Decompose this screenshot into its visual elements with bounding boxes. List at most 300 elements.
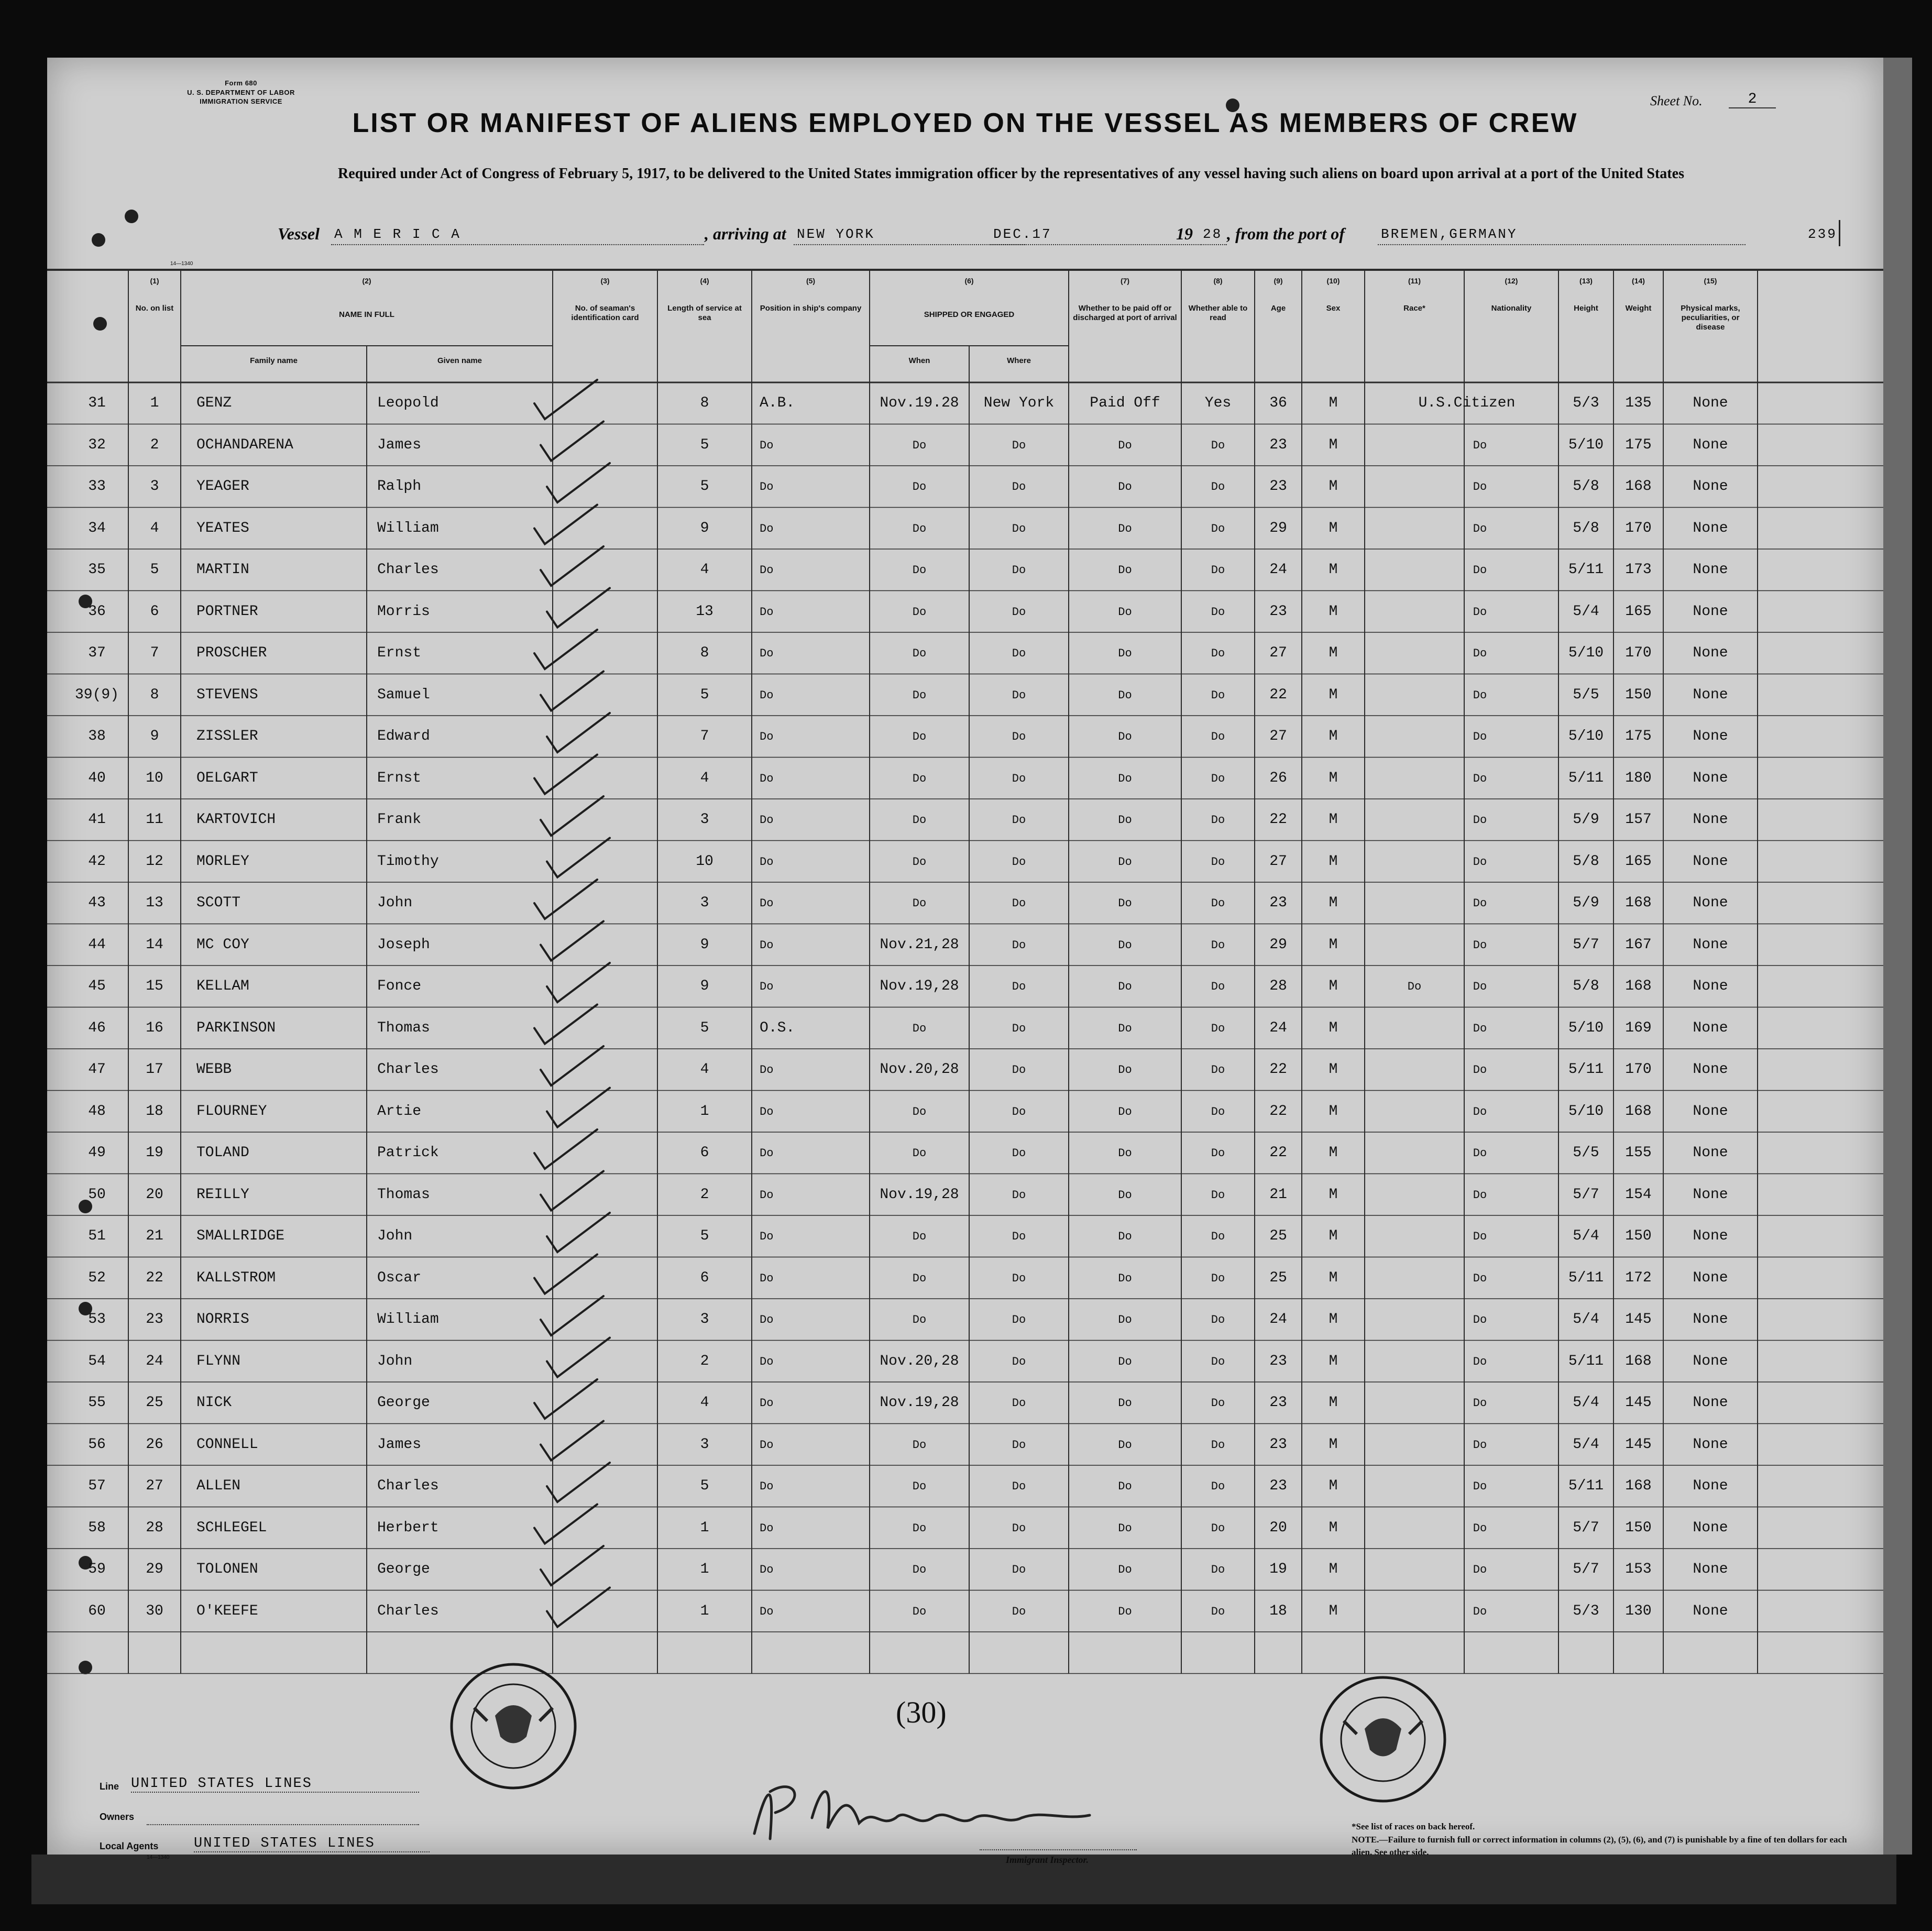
cell-marks: None — [1693, 811, 1728, 828]
cell-sex: M — [1329, 1353, 1338, 1369]
cell-weight: 173 — [1625, 562, 1652, 578]
cell-where: Do — [1012, 522, 1026, 535]
cell-margin: 41 — [88, 811, 106, 828]
cell-no: 3 — [150, 478, 159, 495]
check-mark — [547, 1588, 610, 1627]
consulate-stamp-left — [445, 1658, 581, 1794]
cell-nationality: Do — [1473, 730, 1487, 743]
check-mark — [541, 1546, 603, 1585]
cell-position: Do — [760, 1438, 774, 1452]
cell-paid: Do — [1118, 688, 1132, 702]
cell-nationality: Do — [1473, 1355, 1487, 1368]
cell-paid: Do — [1118, 1105, 1132, 1118]
cell-height: 5/7 — [1573, 1561, 1599, 1577]
cell-family: KARTOVICH — [196, 811, 276, 828]
column-number: (10) — [1326, 277, 1340, 285]
cell-when: Do — [912, 814, 927, 827]
cell-family: TOLAND — [196, 1145, 249, 1161]
cell-given: William — [377, 1311, 439, 1327]
cell-nationality: Do — [1473, 438, 1487, 452]
cell-marks: None — [1693, 645, 1728, 661]
cell-sex: M — [1329, 811, 1338, 828]
cell-position: Do — [760, 1355, 774, 1368]
cell-where: Do — [1012, 980, 1026, 993]
column-number: (7) — [1120, 277, 1130, 285]
cell-sex: M — [1329, 1103, 1338, 1120]
cell-where: Do — [1012, 1063, 1026, 1077]
year-prefix: 19 — [1176, 224, 1193, 243]
cell-no: 23 — [146, 1311, 163, 1327]
vessel-name: A M E R I C A — [331, 224, 704, 245]
cell-marks: None — [1693, 1519, 1728, 1536]
cell-margin: 58 — [88, 1519, 106, 1536]
check-mark — [534, 380, 597, 419]
cell-marks: None — [1693, 1145, 1728, 1161]
cell-position: Do — [760, 938, 774, 952]
cell-height: 5/11 — [1568, 1353, 1604, 1369]
cell-margin: 52 — [88, 1269, 106, 1286]
cell-nationality: Do — [1473, 1022, 1487, 1035]
check-mark — [547, 1338, 610, 1377]
cell-nationality: Do — [1473, 480, 1487, 493]
cell-margin: 53 — [88, 1311, 106, 1327]
cell-where: Do — [1012, 1605, 1026, 1618]
check-mark — [534, 630, 597, 669]
inspector-signature — [749, 1760, 1095, 1849]
cell-service: 5 — [700, 478, 709, 495]
cell-when: Nov.19,28 — [880, 978, 959, 994]
check-mark — [541, 1171, 603, 1211]
cell-marks: None — [1693, 520, 1728, 536]
cell-height: 5/4 — [1573, 1311, 1599, 1327]
cell-sex: M — [1329, 1019, 1338, 1036]
cell-given: James — [377, 1436, 422, 1453]
column-number: (3) — [600, 277, 610, 285]
cell-weight: 170 — [1625, 645, 1652, 661]
cell-marks: None — [1693, 770, 1728, 786]
cell-paid: Do — [1118, 814, 1132, 827]
cell-margin: 56 — [88, 1436, 106, 1453]
column-label-family: Family name — [250, 356, 298, 365]
check-mark — [547, 1463, 610, 1502]
cell-service: 10 — [696, 853, 713, 870]
cell-sex: M — [1329, 978, 1338, 994]
cell-weight: 167 — [1625, 936, 1652, 953]
cell-when: Do — [912, 1271, 927, 1285]
cell-service: 4 — [700, 1395, 709, 1411]
cell-when: Do — [912, 522, 927, 535]
cell-read: Do — [1211, 1230, 1225, 1243]
cell-margin: 40 — [88, 770, 106, 786]
cell-no: 22 — [146, 1269, 163, 1286]
cell-given: Joseph — [377, 936, 430, 953]
cell-given: Charles — [377, 562, 439, 578]
cell-read: Do — [1211, 605, 1225, 619]
cell-where: Do — [1012, 1313, 1026, 1326]
cell-age: 20 — [1269, 1519, 1287, 1536]
cell-position: Do — [760, 897, 774, 910]
cell-paid: Do — [1118, 1313, 1132, 1326]
sheet-edge-shadow — [1883, 58, 1912, 1855]
check-mark — [547, 1213, 610, 1252]
cell-family: STEVENS — [196, 686, 258, 703]
cell-family: MC COY — [196, 936, 249, 953]
cell-age: 24 — [1269, 562, 1287, 578]
cell-paid: Do — [1118, 1063, 1132, 1077]
check-mark — [541, 1046, 603, 1085]
page-stamp-number: 239 — [1808, 226, 1837, 242]
column-label: Weight — [1625, 304, 1652, 313]
cell-given: Charles — [377, 1478, 439, 1494]
cell-height: 5/9 — [1573, 895, 1599, 911]
cell-marks: None — [1693, 395, 1728, 411]
cell-race: Do — [1407, 980, 1422, 993]
local-agents-label: Local Agents — [100, 1841, 159, 1851]
cell-weight: 168 — [1625, 1478, 1652, 1494]
cell-no: 2 — [150, 436, 159, 453]
cell-margin: 33 — [88, 478, 106, 495]
cell-family: OCHANDARENA — [196, 436, 293, 453]
cell-where: Do — [1012, 1563, 1026, 1576]
cell-position: Do — [760, 1188, 774, 1202]
cell-margin: 42 — [88, 853, 106, 870]
cell-where: Do — [1012, 730, 1026, 743]
cell-service: 4 — [700, 1061, 709, 1078]
column-label: No. of seaman's identification card — [571, 304, 639, 322]
cell-marks: None — [1693, 1561, 1728, 1577]
cell-age: 25 — [1269, 1269, 1287, 1286]
cell-position: Do — [760, 1105, 774, 1118]
cell-position: A.B. — [760, 395, 795, 411]
cell-no: 7 — [150, 645, 159, 661]
cell-position: Do — [760, 1063, 774, 1077]
fine-note: NOTE.—Failure to furnish full or correct information in columns (2), (5), (6), and (7) is punishable by a fine of ten dollars for each alien. See other side. — [1352, 1834, 1847, 1858]
column-label: Physical marks, peculiarities, or disease — [1681, 304, 1740, 332]
cell-position: Do — [760, 855, 774, 869]
cell-where: Do — [1012, 1480, 1026, 1493]
cell-read: Do — [1211, 1521, 1225, 1535]
page-title: LIST OR MANIFEST OF ALIENS EMPLOYED ON THE VESSEL AS MEMBERS OF CREW — [352, 108, 1578, 138]
cell-age: 21 — [1269, 1186, 1287, 1203]
cell-sex: M — [1329, 520, 1338, 536]
cell-position: Do — [760, 1271, 774, 1285]
cell-age: 29 — [1269, 520, 1287, 536]
cell-paid: Do — [1118, 1605, 1132, 1618]
cell-read: Do — [1211, 1355, 1225, 1368]
cell-paid: Do — [1118, 730, 1132, 743]
cell-nationality: Do — [1473, 1271, 1487, 1285]
cell-read: Do — [1211, 1480, 1225, 1493]
cell-paid: Do — [1118, 522, 1132, 535]
vessel-label: Vessel — [278, 224, 320, 243]
cell-height: 5/4 — [1573, 1395, 1599, 1411]
cell-where: New York — [983, 395, 1055, 411]
cell-height: 5/4 — [1573, 603, 1599, 620]
check-mark — [534, 1005, 597, 1044]
cell-family: FLOURNEY — [196, 1103, 267, 1120]
cell-height: 5/4 — [1573, 1436, 1599, 1453]
cell-family: WEBB — [196, 1061, 232, 1078]
cell-nationality: Do — [1473, 855, 1487, 869]
cell-paid: Do — [1118, 1397, 1132, 1410]
check-mark — [541, 1296, 603, 1335]
cell-family: KELLAM — [196, 978, 249, 994]
cell-marks: None — [1693, 1603, 1728, 1619]
cell-margin: 31 — [88, 395, 106, 411]
cell-age: 29 — [1269, 936, 1287, 953]
cell-margin: 55 — [88, 1395, 106, 1411]
check-mark — [547, 463, 610, 502]
cell-height: 5/8 — [1573, 853, 1599, 870]
cell-family: SCOTT — [196, 895, 241, 911]
column-label: Nationality — [1491, 304, 1532, 313]
manifest-sheet — [47, 58, 1883, 1865]
cell-family: FLYNN — [196, 1353, 241, 1369]
cell-where: Do — [1012, 1022, 1026, 1035]
cell-margin: 46 — [88, 1019, 106, 1036]
cell-family: SCHLEGEL — [196, 1519, 267, 1536]
cell-nationality: Do — [1473, 980, 1487, 993]
cell-weight: 155 — [1625, 1145, 1652, 1161]
cell-where: Do — [1012, 438, 1026, 452]
cell-sex: M — [1329, 1228, 1338, 1244]
cell-age: 23 — [1269, 1436, 1287, 1453]
cell-where: Do — [1012, 1521, 1026, 1535]
cell-service: 1 — [700, 1561, 709, 1577]
column-number: (12) — [1505, 277, 1518, 285]
cell-position: Do — [760, 1521, 774, 1535]
cell-age: 22 — [1269, 1103, 1287, 1120]
cell-read: Do — [1211, 564, 1225, 577]
cell-nationality: Do — [1473, 1521, 1487, 1535]
cell-position: O.S. — [760, 1019, 795, 1036]
cell-no: 4 — [150, 520, 159, 536]
cell-no: 10 — [146, 770, 163, 786]
cell-service: 1 — [700, 1519, 709, 1536]
cell-where: Do — [1012, 1271, 1026, 1285]
cell-when: Nov.19,28 — [880, 1186, 959, 1203]
cell-read: Do — [1211, 1605, 1225, 1618]
cell-service: 2 — [700, 1186, 709, 1203]
cell-family: KALLSTROM — [196, 1269, 276, 1286]
cell-weight: 130 — [1625, 1603, 1652, 1619]
cell-nationality: Do — [1473, 1397, 1487, 1410]
cell-nationality: Do — [1473, 1605, 1487, 1618]
form-service: IMMIGRATION SERVICE — [200, 97, 282, 106]
cell-family: GENZ — [196, 395, 232, 411]
cell-nationality: Do — [1473, 522, 1487, 535]
cell-weight: 169 — [1625, 1019, 1652, 1036]
cell-age: 24 — [1269, 1019, 1287, 1036]
cell-no: 26 — [146, 1436, 163, 1453]
consulate-stamp-right — [1315, 1671, 1451, 1807]
cell-where: Do — [1012, 897, 1026, 910]
cell-family: MORLEY — [196, 853, 249, 870]
cell-height: 5/4 — [1573, 1228, 1599, 1244]
cell-family: O'KEEFE — [196, 1603, 258, 1619]
cell-given: Charles — [377, 1061, 439, 1078]
cell-given: Frank — [377, 811, 422, 828]
cell-age: 18 — [1269, 1603, 1287, 1619]
cell-weight: 145 — [1625, 1395, 1652, 1411]
cell-marks: None — [1693, 978, 1728, 994]
cell-where: Do — [1012, 605, 1026, 619]
cell-no: 25 — [146, 1395, 163, 1411]
cell-no: 24 — [146, 1353, 163, 1369]
cell-margin: 49 — [88, 1145, 106, 1161]
cell-nationality: Do — [1473, 1563, 1487, 1576]
cell-weight: 150 — [1625, 686, 1652, 703]
cell-paid: Do — [1118, 1271, 1132, 1285]
cell-read: Do — [1211, 1271, 1225, 1285]
cell-given: Thomas — [377, 1019, 430, 1036]
cell-paid: Do — [1118, 1355, 1132, 1368]
cell-weight: 172 — [1625, 1269, 1652, 1286]
cell-family: YEAGER — [196, 478, 249, 495]
cell-height: 5/7 — [1573, 936, 1599, 953]
cell-age: 27 — [1269, 728, 1287, 744]
cell-given: Leopold — [377, 395, 439, 411]
cell-when: Do — [912, 1438, 927, 1452]
cell-when: Do — [912, 1022, 927, 1035]
cell-marks: None — [1693, 478, 1728, 495]
cell-paid: Do — [1118, 1230, 1132, 1243]
cell-service: 3 — [700, 1436, 709, 1453]
cell-position: Do — [760, 730, 774, 743]
cell-where: Do — [1012, 1105, 1026, 1118]
cell-position: Do — [760, 1397, 774, 1410]
column-label: Whether to be paid off or discharged at port of arrival — [1073, 304, 1177, 322]
cell-age: 23 — [1269, 1478, 1287, 1494]
column-label: Race* — [1403, 304, 1425, 313]
cell-given: Timothy — [377, 853, 439, 870]
footnotes — [1352, 1820, 1854, 1859]
cell-weight: 135 — [1625, 395, 1652, 411]
cell-when: Nov.19.28 — [880, 395, 959, 411]
cell-margin: 59 — [88, 1561, 106, 1577]
cell-where: Do — [1012, 1230, 1026, 1243]
cell-service: 5 — [700, 1019, 709, 1036]
cell-where: Do — [1012, 772, 1026, 785]
owners-value — [147, 1807, 419, 1825]
cell-when: Nov.20,28 — [880, 1353, 959, 1369]
cell-sex: M — [1329, 936, 1338, 953]
cell-read: Do — [1211, 1563, 1225, 1576]
cell-when: Do — [912, 1563, 927, 1576]
cell-no: 11 — [146, 811, 163, 828]
cell-height: 5/9 — [1573, 811, 1599, 828]
cell-paid: Do — [1118, 1147, 1132, 1160]
cell-nationality: Do — [1473, 1105, 1487, 1118]
cell-position: Do — [760, 564, 774, 577]
cell-sex: M — [1329, 1603, 1338, 1619]
cell-position: Do — [760, 814, 774, 827]
cell-margin: 44 — [88, 936, 106, 953]
cell-service: 9 — [700, 936, 709, 953]
cell-marks: None — [1693, 1311, 1728, 1327]
cell-age: 22 — [1269, 1061, 1287, 1078]
cell-when: Do — [912, 1230, 927, 1243]
cell-paid: Do — [1118, 438, 1132, 452]
check-mark — [541, 672, 603, 711]
cell-sex: M — [1329, 895, 1338, 911]
cell-no: 9 — [150, 728, 159, 744]
cell-given: Thomas — [377, 1186, 430, 1203]
column-number: (13) — [1579, 277, 1593, 285]
cell-read: Do — [1211, 855, 1225, 869]
cell-service: 5 — [700, 1478, 709, 1494]
check-mark — [534, 1129, 597, 1169]
cell-height: 5/10 — [1568, 1019, 1604, 1036]
cell-age: 19 — [1269, 1561, 1287, 1577]
cell-position: Do — [760, 480, 774, 493]
cell-service: 9 — [700, 520, 709, 536]
cell-when: Do — [912, 772, 927, 785]
cell-weight: 168 — [1625, 1103, 1652, 1120]
cell-marks: None — [1693, 603, 1728, 620]
cell-read: Do — [1211, 938, 1225, 952]
cell-when: Do — [912, 688, 927, 702]
cell-when: Do — [912, 1105, 927, 1118]
cell-when: Nov.21,28 — [880, 936, 959, 953]
races-note: *See list of races on back hereof. — [1352, 1822, 1475, 1831]
cell-read: Do — [1211, 814, 1225, 827]
cell-family: ALLEN — [196, 1478, 241, 1494]
cell-when: Do — [912, 730, 927, 743]
cell-where: Do — [1012, 647, 1026, 660]
cell-age: 28 — [1269, 978, 1287, 994]
local-agents-value: UNITED STATES LINES — [194, 1836, 430, 1852]
cell-where: Do — [1012, 1147, 1026, 1160]
cell-read: Do — [1211, 438, 1225, 452]
cell-given: Patrick — [377, 1145, 439, 1161]
cell-given: Charles — [377, 1603, 439, 1619]
arriving-label: , arriving at — [705, 224, 786, 243]
owners-label: Owners — [100, 1812, 135, 1822]
check-mark — [534, 1255, 597, 1294]
cell-nationality: Do — [1473, 897, 1487, 910]
cell-position: Do — [760, 980, 774, 993]
cell-sex: M — [1329, 478, 1338, 495]
cell-marks: None — [1693, 1269, 1728, 1286]
cell-family: ZISSLER — [196, 728, 258, 744]
cell-paid: Do — [1118, 1480, 1132, 1493]
cell-family: NICK — [196, 1395, 232, 1411]
cell-given: Artie — [377, 1103, 422, 1120]
column-number: (14) — [1632, 277, 1645, 285]
cell-service: 8 — [700, 645, 709, 661]
cell-read: Do — [1211, 1438, 1225, 1452]
cell-margin: 57 — [88, 1478, 106, 1494]
column-number: (6) — [964, 277, 974, 285]
column-label: Age — [1270, 304, 1286, 313]
column-label-where: Where — [1007, 356, 1031, 365]
cell-when: Do — [912, 647, 927, 660]
cell-when: Do — [912, 480, 927, 493]
cell-nationality: Do — [1473, 938, 1487, 952]
cell-read: Do — [1211, 522, 1225, 535]
cell-given: John — [377, 895, 413, 911]
cell-weight: 175 — [1625, 436, 1652, 453]
cell-height: 5/10 — [1568, 436, 1604, 453]
cell-nationality: Do — [1473, 1313, 1487, 1326]
check-mark — [541, 921, 603, 961]
cell-paid: Do — [1118, 1022, 1132, 1035]
cell-no: 21 — [146, 1228, 163, 1244]
cell-sex: M — [1329, 728, 1338, 744]
cell-age: 23 — [1269, 895, 1287, 911]
cell-given: Oscar — [377, 1269, 422, 1286]
